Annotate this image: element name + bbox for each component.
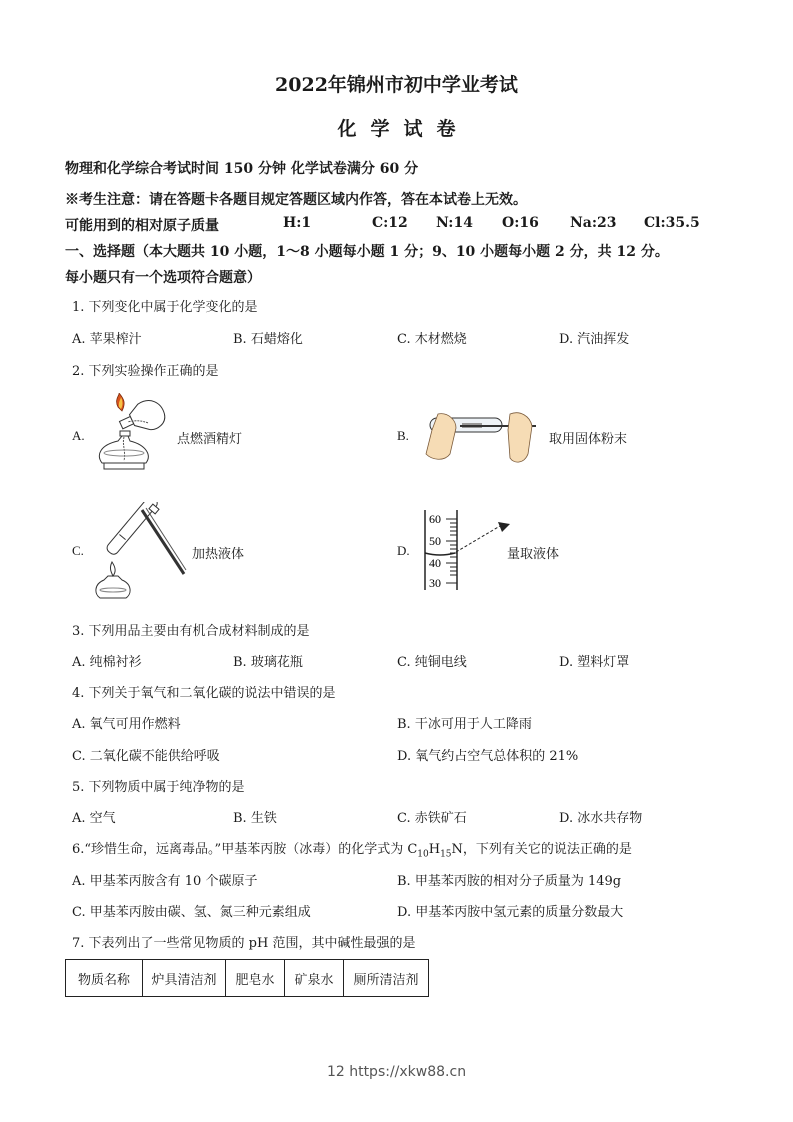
question-7-stem: 7. 下表列出了一些常见物质的 pH 范围，其中碱性最强的是 [72,936,416,951]
table-row [66,960,429,997]
question-5-stem: 5. 下列物质中属于纯净物的是 [72,780,245,795]
section-heading-line1: 一、选择题（本大题共 10 小题，1～8 小题每小题 1 分；9、10 小题每小题 2 分，共 12 分。 [65,244,669,260]
question-4-option-a: A. 氧气可用作燃料 [72,717,181,732]
exam-info: 物理和化学综合考试时间 150 分钟 化学试卷满分 60 分 [65,161,419,177]
table-cell: 肥皂水 [226,960,285,997]
atomic-mass-na: Na:23 [570,215,617,231]
question-2-option-b-caption: 取用固体粉末 [549,432,628,447]
test-tube-powder-icon [420,404,540,470]
question-2-option-d-label: D. [397,543,410,558]
question-3-option-b: B. 玻璃花瓶 [233,655,303,670]
atomic-mass-o: O:16 [502,215,539,231]
question-4-stem: 4. 下列关于氧气和二氧化碳的说法中错误的是 [72,686,336,701]
question-4-option-d: D. 氧气约占空气总体积的 21% [397,749,579,764]
table-cell-header: 物质名称 [66,960,143,997]
question-2-option-c-caption: 加热液体 [192,547,245,562]
alcohol-lamp-lighting-icon [90,393,182,473]
footer-watermark: 12 https://xkw88.cn [326,1064,467,1080]
atomic-mass-label: 可能用到的相对原子质量 [65,218,219,234]
atomic-mass-n: N:14 [436,215,473,231]
table-cell: 厕所清洁剂 [344,960,429,997]
question-6-option-d: D. 甲基苯丙胺中氢元素的质量分数最大 [397,905,624,920]
cylinder-scale-30: 30 [429,576,441,590]
question-6-option-a: A. 甲基苯丙胺含有 10 个碳原子 [72,874,258,889]
cylinder-scale-50: 50 [429,534,441,548]
question-1-stem: 1. 下列变化中属于化学变化的是 [72,300,258,315]
graduated-cylinder-icon [420,508,520,592]
question-1-option-d: D. 汽油挥发 [559,332,630,347]
question-1-option-b: B. 石蜡熔化 [233,332,303,347]
atomic-mass-cl: Cl:35.5 [644,215,700,231]
heating-liquid-icon [92,502,192,602]
question-2-option-a-label: A. [72,428,85,443]
question-2-option-b-label: B. [397,428,409,443]
exam-title: 2022年锦州市初中学业考试 [275,74,518,96]
question-5-option-a: A. 空气 [72,811,116,826]
question-1-option-c: C. 木材燃烧 [397,332,467,347]
question-3-stem: 3. 下列用品主要由有机合成材料制成的是 [72,624,310,639]
cylinder-scale-60: 60 [429,512,441,526]
question-3-option-d: D. 塑料灯罩 [559,655,630,670]
question-1-option-a: A. 苹果榨汁 [72,332,142,347]
question-3-option-a: A. 纯棉衬衫 [72,655,142,670]
cylinder-scale-40: 40 [429,556,441,570]
table-cell: 矿泉水 [285,960,344,997]
atomic-mass-h: H:1 [283,215,312,231]
question-5-option-c: C. 赤铁矿石 [397,811,467,826]
question-5-option-d: D. 冰水共存物 [559,811,643,826]
question-6-option-b: B. 甲基苯丙胺的相对分子质量为 149g [397,874,622,889]
question-4-option-c: C. 二氧化碳不能供给呼吸 [72,749,220,764]
atomic-mass-row [65,215,745,235]
ph-table [65,959,429,997]
exam-subtitle: 化学试卷 [337,118,470,140]
question-4-option-b: B. 干冰可用于人工降雨 [397,717,532,732]
question-2-stem: 2. 下列实验操作正确的是 [72,364,219,379]
section-heading-line2: 每小题只有一个选项符合题意） [65,270,261,286]
question-6-option-c: C. 甲基苯丙胺由碳、氢、氮三种元素组成 [72,905,311,920]
question-3-option-c: C. 纯铜电线 [397,655,467,670]
question-2-option-d-caption: 量取液体 [507,547,560,562]
question-6-stem: 6.“珍惜生命，远离毒品。”甲基苯丙胺（冰毒）的化学式为 $C_{10}H_{15}N$，下列有关它的说法正确的是 [72,842,632,860]
exam-notice: ※考生注意：请在答题卡各题目规定答题区域内作答，答在本试卷上无效。 [65,192,527,208]
question-2-option-a-caption: 点燃酒精灯 [177,432,243,447]
table-cell: 炉具清洁剂 [143,960,226,997]
question-5-option-b: B. 生铁 [233,811,277,826]
atomic-mass-c: C:12 [372,215,408,231]
question-2-option-c-label: C. [72,543,84,558]
